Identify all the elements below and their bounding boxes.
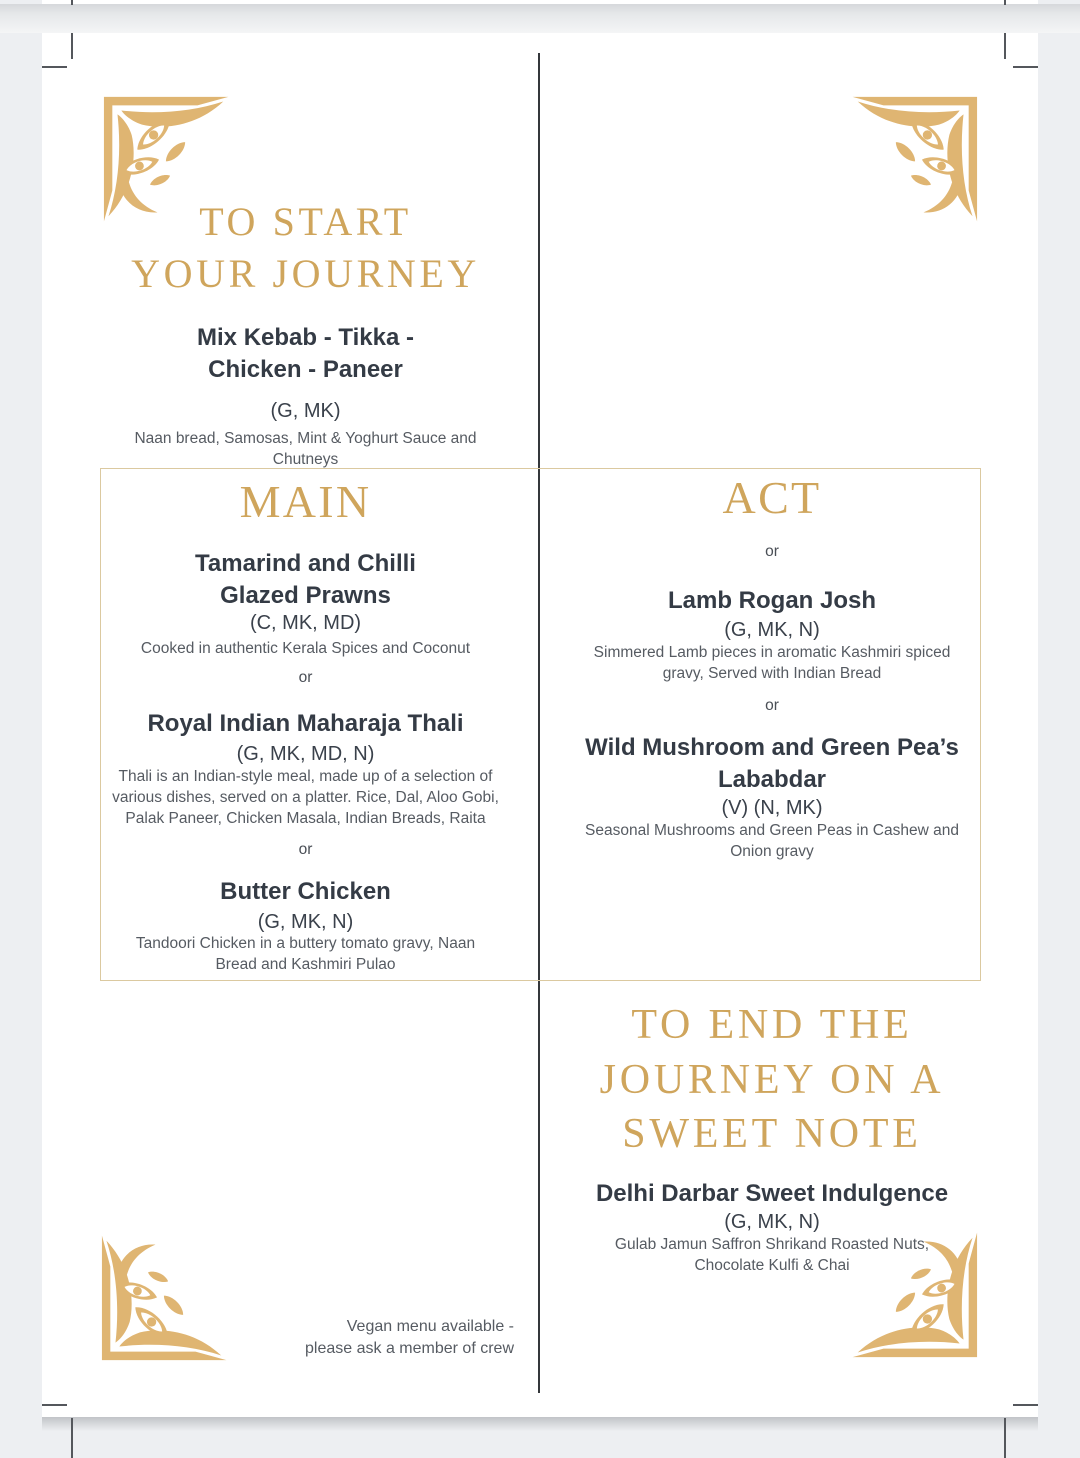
main-heading: MAIN bbox=[239, 476, 372, 527]
description-line: Gulab Jamun Saffron Shrikand Roasted Nuts, bbox=[614, 1236, 930, 1253]
starter-description bbox=[72, 428, 539, 470]
act-heading: ACT bbox=[722, 472, 822, 523]
crop-mark bbox=[1013, 1404, 1038, 1406]
description-line: Simmered Lamb pieces in aromatic Kashmiri spiced bbox=[593, 644, 951, 661]
heading-line: TO END THE bbox=[631, 1002, 913, 1048]
crop-mark bbox=[42, 1404, 67, 1406]
description-line: Thali is an Indian-style meal, made up of a selection of bbox=[118, 768, 493, 785]
description-line: Tandoori Chicken in a buttery tomato gravy, Naan bbox=[135, 935, 476, 952]
description-line: Chutneys bbox=[272, 451, 339, 469]
dish-name-line: Wild Mushroom and Green Pea’s bbox=[585, 734, 959, 761]
corner-flourish-icon bbox=[850, 94, 979, 225]
crop-mark bbox=[71, 33, 73, 59]
main-dish-description: Cooked in authentic Kerala Spices and Coconut bbox=[140, 640, 471, 657]
dish-name-line: Chicken - Paneer bbox=[208, 356, 403, 384]
corner-flourish-icon bbox=[100, 1232, 229, 1363]
description-line: various dishes, served on a platter. Rice, Dal, Aloo Gobi, bbox=[112, 789, 499, 807]
crop-mark bbox=[1013, 66, 1038, 68]
crop-mark bbox=[42, 66, 67, 68]
crop-mark bbox=[71, 1418, 73, 1458]
page-bottom-shadow bbox=[42, 1417, 1038, 1431]
or-separator: or bbox=[765, 543, 779, 560]
dessert-description bbox=[541, 1234, 1003, 1276]
description-line: Bread and Kashmiri Pulao bbox=[215, 956, 396, 974]
crop-mark bbox=[1004, 1418, 1006, 1458]
main-dish-allergens: (G, MK, MD, N) bbox=[236, 743, 375, 765]
starter-allergens: (G, MK) bbox=[270, 400, 341, 422]
starter-section-heading bbox=[72, 196, 539, 300]
crop-mark bbox=[71, 0, 73, 5]
main-dish-description bbox=[72, 933, 539, 975]
heading-line: SWEET NOTE bbox=[622, 1111, 922, 1158]
dish-name-line: Tamarind and Chilli bbox=[195, 550, 416, 577]
act-dish-description bbox=[541, 820, 1003, 862]
main-dish-allergens: (G, MK, N) bbox=[257, 911, 354, 933]
or-separator: or bbox=[765, 697, 779, 714]
act-dish-description bbox=[541, 642, 1003, 684]
act-dish-allergens: (V) (N, MK) bbox=[721, 797, 823, 819]
or-separator: or bbox=[298, 841, 313, 858]
vegan-note bbox=[238, 1316, 514, 1361]
act-dish-name bbox=[541, 732, 1003, 797]
crop-mark bbox=[1004, 0, 1006, 5]
main-dish-name bbox=[72, 548, 539, 613]
dish-name-line: Mix Kebab - Tikka - bbox=[197, 324, 414, 351]
dessert-allergens: (G, MK, N) bbox=[724, 1211, 820, 1233]
description-line: gravy, Served with Indian Bread bbox=[662, 665, 882, 683]
dessert-section-heading bbox=[541, 998, 1003, 1162]
or-separator: or bbox=[298, 669, 313, 686]
act-dish-allergens: (G, MK, N) bbox=[724, 619, 820, 641]
main-dish-name: Butter Chicken bbox=[220, 878, 391, 905]
description-line: Chocolate Kulfi & Chai bbox=[694, 1257, 850, 1275]
description-line: Palak Paneer, Chicken Masala, Indian Breads, Raita bbox=[125, 810, 486, 828]
act-dish-name: Lamb Rogan Josh bbox=[667, 587, 877, 614]
main-dish-name: Royal Indian Maharaja Thali bbox=[147, 710, 464, 737]
crop-mark bbox=[1004, 33, 1006, 59]
dessert-dish-name: Delhi Darbar Sweet Indulgence bbox=[595, 1180, 949, 1207]
dish-name-line: Glazed Prawns bbox=[220, 582, 391, 610]
dish-name-line: Lababdar bbox=[717, 766, 827, 794]
vegan-note-line: Vegan menu available - bbox=[346, 1318, 514, 1335]
heading-line: TO START bbox=[199, 199, 412, 244]
vegan-note-line: please ask a member of crew bbox=[305, 1340, 514, 1358]
description-line: Onion gravy bbox=[730, 843, 814, 861]
description-line: Naan bread, Samosas, Mint & Yoghurt Sauce and bbox=[134, 430, 477, 447]
description-line: Seasonal Mushrooms and Green Peas in Cashew and bbox=[585, 822, 959, 839]
starter-dish-name bbox=[72, 322, 539, 387]
heading-line: JOURNEY ON A bbox=[599, 1056, 945, 1103]
main-dish-allergens: (C, MK, MD) bbox=[249, 612, 362, 634]
main-dish-description bbox=[72, 766, 539, 829]
heading-line: YOUR JOURNEY bbox=[131, 251, 480, 296]
page-gap-shadow bbox=[0, 4, 1080, 33]
